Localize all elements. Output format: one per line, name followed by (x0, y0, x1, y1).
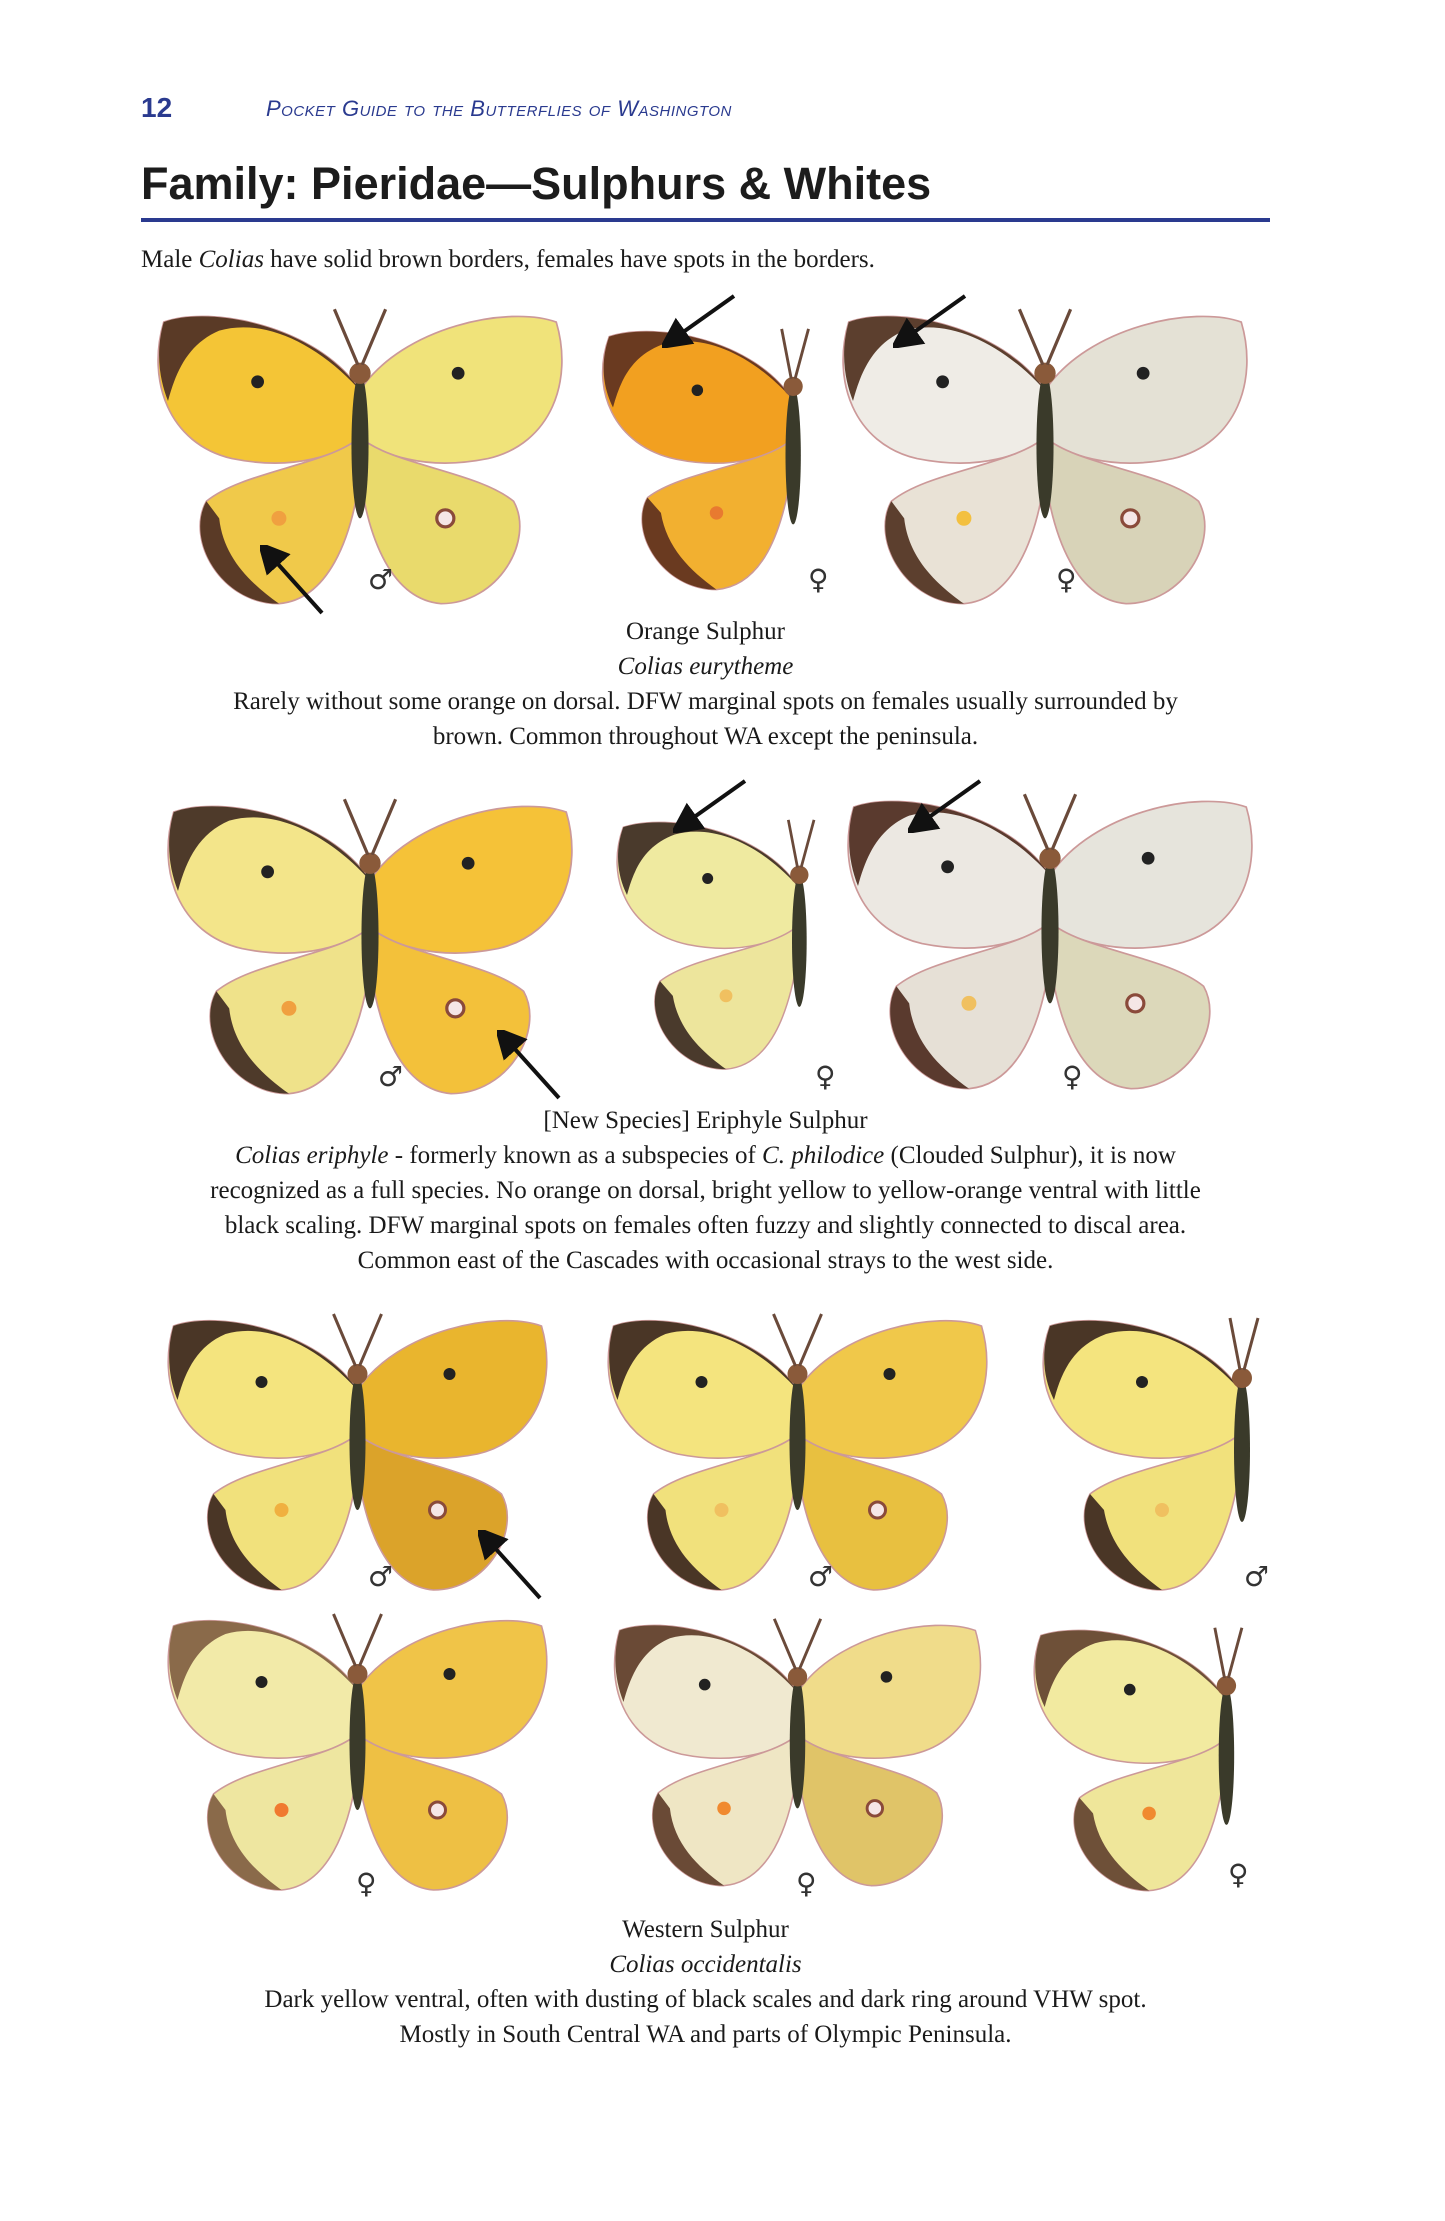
male-symbol: ♂ (1244, 1560, 1270, 1593)
common-name: Orange Sulphur (626, 618, 785, 645)
female-symbol: ♀ (808, 563, 829, 596)
western-sulphur-male-open-illustration (585, 1310, 1010, 1610)
title-rule (141, 218, 1270, 222)
western-sulphur-female-half-illustration (1015, 1620, 1260, 1910)
arrow-indicator (478, 1530, 548, 1605)
arrow-indicator (662, 290, 740, 348)
species-caption-western-sulphur (141, 1912, 1270, 2052)
arrow-indicator (673, 775, 751, 833)
arrow-indicator (908, 775, 986, 833)
orange-sulphur-male-open-illustration (145, 305, 575, 625)
male-symbol: ♂ (368, 563, 394, 596)
western-sulphur-female-open-illustration (585, 1615, 1010, 1905)
description-line: Colias eriphyle - formerly known as a subspecies of C. philodice (Clouded Sulphur), it is now (235, 1142, 1176, 1169)
female-symbol: ♀ (796, 1867, 817, 1900)
orange-sulphur-female-orange-illustration (590, 305, 820, 625)
arrow-indicator (893, 290, 971, 348)
description-line: black scaling. DFW marginal spots on females often fuzzy and slightly connected to discal area. (224, 1212, 1187, 1239)
male-symbol: ♂ (808, 1560, 834, 1593)
page-title: Family: Pieridae—Sulphurs & Whites (141, 158, 932, 209)
arrow-indicator (497, 1030, 567, 1105)
description-line: Mostly in South Central WA and parts of Olympic Peninsula. (399, 2021, 1012, 2048)
female-symbol: ♀ (356, 1867, 377, 1900)
female-symbol: ♀ (1062, 1060, 1083, 1093)
male-symbol: ♂ (378, 1060, 404, 1093)
female-symbol: ♀ (1056, 563, 1077, 596)
common-name: Western Sulphur (622, 1916, 789, 1943)
common-name: [New Species] Eriphyle Sulphur (543, 1107, 868, 1134)
species-caption-orange-sulphur (141, 614, 1270, 754)
page-number: 12 (141, 92, 173, 123)
description-line: Dark yellow ventral, often with dusting of black scales and dark ring around VHW spot. (264, 1986, 1147, 2013)
description-line: brown. Common throughout WA except the peninsula. (432, 723, 979, 750)
species-caption-eriphyle-sulphur (141, 1103, 1270, 1278)
scientific-name: Colias occidentalis (609, 1951, 802, 1978)
description-line: Rarely without some orange on dorsal. DFW marginal spots on females usually surrounded by (233, 688, 1178, 715)
intro-text: Male Colias have solid brown borders, females have spots in the borders. (141, 246, 875, 273)
description-line: recognized as a full species. No orange on dorsal, bright yellow to yellow-orange ventral with little (210, 1177, 1201, 1204)
male-symbol: ♂ (368, 1560, 394, 1593)
female-symbol: ♀ (815, 1060, 836, 1093)
female-symbol: ♀ (1228, 1858, 1249, 1891)
western-sulphur-male-half-illustration (1030, 1310, 1270, 1610)
eriphyle-sulphur-female-white-illustration (830, 790, 1270, 1110)
running-head: Pocket Guide to the Butterflies of Washington (266, 96, 732, 121)
western-sulphur-female-open-illustration (145, 1610, 570, 1910)
scientific-name: Colias eurytheme (617, 653, 794, 680)
eriphyle-sulphur-female-yellow-illustration (605, 795, 825, 1105)
description-line: Common east of the Cascades with occasional strays to the west side. (357, 1247, 1054, 1274)
orange-sulphur-female-white-illustration (830, 305, 1260, 625)
arrow-indicator (260, 545, 330, 620)
